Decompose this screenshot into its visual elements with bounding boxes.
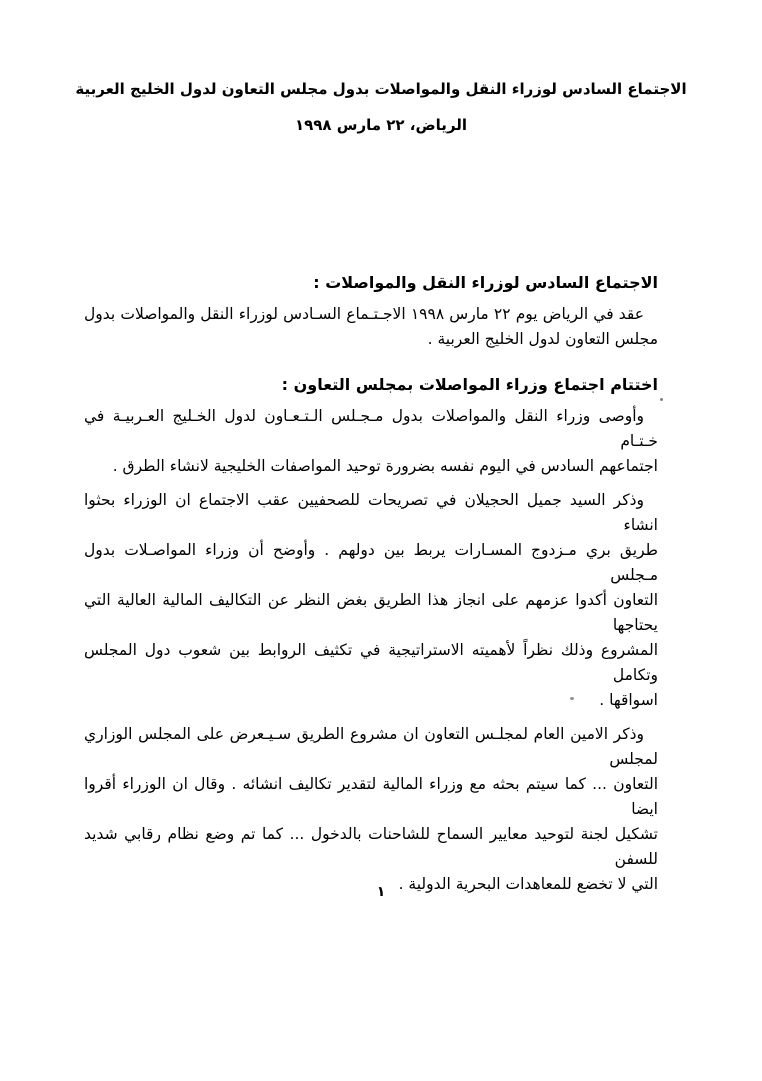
- document-header: [0, 79, 762, 135]
- section-heading-sixth-meeting: الاجتماع السادس لوزراء النقل والمواصلات :: [313, 273, 658, 292]
- scan-speck: [660, 398, 663, 401]
- paragraph-secretary-general-statement: وذكر الامين العام لمجلـس التعاون ان مشروع الطريق سـيـعرض على المجلس الوزاري لمجلس التعاون ... كما سيتم بحثه مع وزراء المالية لتقدير تكاليف انشائه . وقال ان الوزراء أقروا ايضا تشكيل لجنة لتوحيد معايير السماح للشاحنات بالدخول ... كما تم وضع نظام رقابي شديد للسفن التي لا تخضع للمعاهدات البحرية الدولية .: [84, 725, 658, 893]
- paragraph-road-specs-recommendation: وأوصى وزراء النقل والمواصلات بدول مـجـلس الـتـعـاون لدول الخـليج العـربيـة في خـتـام اجتماعهم السادس في اليوم نفسه بضرورة توحيد المواصفات الخليجية لانشاء الطرق .: [84, 407, 658, 475]
- section-heading-meeting-conclusion: اختتام اجتماع وزراء المواصلات بمجلس التعاون :: [281, 375, 658, 394]
- paragraph-meeting-held: عقد في الرياض يوم ٢٢ مارس ١٩٩٨ الاجـتـماع السـادس لوزراء النقل والمواصلات بدول مجلس التعاون لدول الخليج العربية .: [84, 305, 658, 348]
- page-number: ١: [376, 884, 386, 900]
- document-title: الاجتماع السادس لوزراء النقل والمواصلات بدول مجلس التعاون لدول الخليج العربية: [75, 80, 687, 98]
- scan-speck: [570, 697, 574, 700]
- paragraph-hujailan-statement: وذكر السيد جميل الحجيلان في تصريحات للصحفيين عقب الاجتماع ان الوزراء بحثوا انشاء طريق بري مـزدوج المسـارات يربط بين دولهم . وأوضح أن وزراء المواصـلات بدول مـجلس التعاون أكدوا عزمهم على انجاز هذا الطريق بغض النظر عن التكاليف المالية العالية التي يحتاجها المشروع وذلك نظراً لأهميته الاستراتيجية في تكثيف الروابط بين شعوب دول المجلس وتكامل اسواقها .: [84, 491, 658, 709]
- document-body: [84, 272, 658, 897]
- document-date-line: الرياض، ٢٢ مارس ١٩٩٨: [294, 116, 468, 134]
